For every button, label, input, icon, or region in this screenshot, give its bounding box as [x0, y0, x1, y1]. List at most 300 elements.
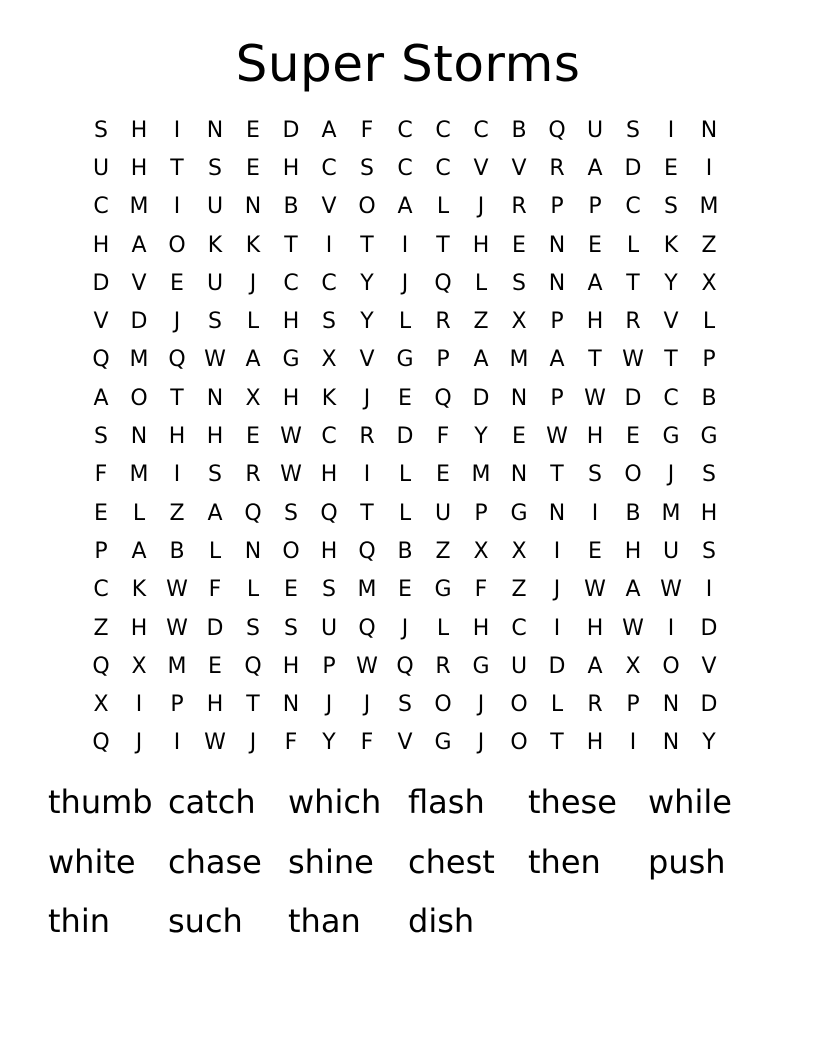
grid-letter: X: [473, 538, 489, 564]
grid-letter: N: [206, 385, 224, 411]
grid-letter: N: [244, 194, 262, 220]
grid-letter: S: [246, 615, 260, 641]
grid-letter: J: [401, 270, 409, 296]
grid-letter: W: [356, 653, 378, 679]
grid-letter: U: [206, 270, 224, 296]
grid-letter: C: [397, 155, 413, 181]
grid-letter: O: [358, 194, 376, 220]
grid-letter: H: [320, 462, 338, 488]
grid-letter: S: [322, 309, 336, 335]
grid-letter: H: [282, 653, 300, 679]
grid-letter: X: [701, 270, 717, 296]
grid-letter: C: [321, 424, 337, 450]
grid-letter: P: [550, 194, 564, 220]
word-list-item: catch: [168, 783, 256, 821]
grid-letter: G: [472, 653, 490, 679]
grid-letter: Q: [92, 347, 110, 373]
grid-letter: J: [477, 194, 485, 220]
grid-letter: S: [208, 155, 222, 181]
grid-letter: M: [129, 462, 149, 488]
grid-letter: L: [436, 194, 450, 220]
grid-letter: W: [546, 424, 568, 450]
letter-grid: [82, 111, 728, 762]
grid-letter: X: [131, 653, 147, 679]
grid-letter: U: [434, 500, 452, 526]
grid-letter: A: [473, 347, 489, 373]
grid-letter: E: [246, 117, 260, 143]
grid-letter: H: [92, 232, 110, 258]
grid-letter: J: [325, 692, 333, 718]
grid-letter: S: [322, 577, 336, 603]
grid-letter: X: [511, 538, 527, 564]
grid-letter: N: [662, 692, 680, 718]
grid-letter: V: [93, 309, 109, 335]
grid-letter: T: [284, 232, 298, 258]
grid-letter: H: [282, 309, 300, 335]
grid-letter: C: [511, 615, 527, 641]
grid-letter: N: [206, 117, 224, 143]
word-list-item: thin: [48, 902, 110, 940]
grid-letter: D: [396, 424, 414, 450]
grid-letter: N: [130, 424, 148, 450]
grid-letter: F: [474, 577, 488, 603]
grid-letter: G: [282, 347, 300, 373]
grid-letter: A: [397, 194, 413, 220]
grid-letter: W: [280, 462, 302, 488]
grid-letter: E: [208, 653, 222, 679]
grid-letter: M: [129, 347, 149, 373]
grid-letter: A: [321, 117, 337, 143]
grid-letter: M: [167, 653, 187, 679]
grid-letter: L: [398, 500, 412, 526]
grid-letter: I: [553, 615, 561, 641]
grid-letter: Z: [701, 232, 717, 258]
grid-letter: I: [705, 155, 713, 181]
grid-letter: M: [471, 462, 491, 488]
grid-letter: O: [168, 232, 186, 258]
grid-letter: T: [664, 347, 678, 373]
grid-letter: J: [553, 577, 561, 603]
word-list-item: flash: [408, 783, 485, 821]
grid-letter: O: [282, 538, 300, 564]
grid-letter: E: [284, 577, 298, 603]
grid-letter: Y: [360, 309, 374, 335]
grid-letter: P: [170, 692, 184, 718]
grid-letter: O: [434, 692, 452, 718]
grid-letter: V: [131, 270, 147, 296]
grid-letter: E: [664, 155, 678, 181]
grid-letter: G: [396, 347, 414, 373]
page-title: Super Storms: [235, 35, 581, 93]
grid-letter: C: [93, 194, 109, 220]
grid-letter: X: [245, 385, 261, 411]
grid-letter: L: [702, 309, 716, 335]
grid-letter: M: [699, 194, 719, 220]
grid-letter: S: [360, 155, 374, 181]
grid-letter: A: [587, 653, 603, 679]
grid-letter: C: [663, 385, 679, 411]
grid-letter: F: [436, 424, 450, 450]
grid-letter: P: [702, 347, 716, 373]
grid-letter: G: [700, 424, 718, 450]
grid-letter: U: [662, 538, 680, 564]
grid-letter: T: [436, 232, 450, 258]
grid-letter: B: [397, 538, 413, 564]
grid-letter: Z: [169, 500, 185, 526]
grid-letter: D: [624, 155, 642, 181]
grid-letter: I: [667, 615, 675, 641]
grid-letter: W: [204, 347, 226, 373]
grid-letter: E: [94, 500, 108, 526]
grid-letter: E: [398, 385, 412, 411]
grid-letter: C: [283, 270, 299, 296]
grid-letter: T: [170, 385, 184, 411]
grid-letter: K: [207, 232, 223, 258]
grid-letter: N: [244, 538, 262, 564]
grid-letter: O: [624, 462, 642, 488]
grid-letter: R: [435, 309, 451, 335]
grid-letter: I: [363, 462, 371, 488]
grid-letter: E: [626, 424, 640, 450]
grid-letter: Z: [93, 615, 109, 641]
grid-letter: N: [510, 462, 528, 488]
grid-letter: D: [548, 653, 566, 679]
grid-letter: G: [662, 424, 680, 450]
grid-letter: H: [130, 155, 148, 181]
grid-letter: H: [282, 385, 300, 411]
grid-letter: W: [622, 347, 644, 373]
grid-letter: Y: [702, 730, 716, 756]
grid-letter: Q: [358, 615, 376, 641]
grid-letter: P: [550, 385, 564, 411]
grid-letter: H: [586, 615, 604, 641]
grid-letter: S: [664, 194, 678, 220]
grid-letter: U: [92, 155, 110, 181]
grid-letter: P: [626, 692, 640, 718]
grid-letter: T: [626, 270, 640, 296]
grid-letter: R: [625, 309, 641, 335]
grid-letter: P: [322, 653, 336, 679]
grid-letter: A: [93, 385, 109, 411]
grid-letter: R: [549, 155, 565, 181]
grid-letter: V: [397, 730, 413, 756]
grid-letter: N: [700, 117, 718, 143]
grid-letter: E: [246, 155, 260, 181]
word-list-item: then: [528, 842, 601, 881]
grid-letter: O: [662, 653, 680, 679]
grid-letter: V: [663, 309, 679, 335]
word-list: [48, 773, 768, 952]
grid-letter: I: [325, 232, 333, 258]
grid-letter: W: [622, 615, 644, 641]
grid-letter: N: [548, 270, 566, 296]
word-list-item: chase: [168, 842, 262, 881]
grid-letter: V: [473, 155, 489, 181]
grid-letter: G: [434, 730, 452, 756]
grid-letter: C: [397, 117, 413, 143]
grid-letter: F: [360, 730, 374, 756]
grid-letter: W: [584, 577, 606, 603]
grid-letter: C: [321, 155, 337, 181]
grid-letter: E: [170, 270, 184, 296]
grid-letter: J: [667, 462, 675, 488]
grid-letter: X: [321, 347, 337, 373]
grid-letter: M: [509, 347, 529, 373]
word-list-item: chest: [408, 842, 495, 881]
grid-letter: H: [130, 615, 148, 641]
grid-letter: Q: [244, 653, 262, 679]
grid-letter: R: [587, 692, 603, 718]
grid-letter: W: [204, 730, 226, 756]
grid-letter: Y: [322, 730, 336, 756]
grid-letter: H: [586, 309, 604, 335]
grid-letter: R: [359, 424, 375, 450]
word-list-item: these: [528, 783, 617, 821]
grid-letter: A: [587, 155, 603, 181]
grid-letter: P: [588, 194, 602, 220]
grid-letter: T: [246, 692, 260, 718]
grid-letter: L: [436, 615, 450, 641]
word-list-item: dish: [408, 902, 475, 940]
grid-letter: B: [625, 500, 641, 526]
grid-letter: D: [130, 309, 148, 335]
grid-letter: C: [435, 155, 451, 181]
grid-letter: A: [549, 347, 565, 373]
grid-letter: I: [401, 232, 409, 258]
grid-letter: S: [208, 309, 222, 335]
grid-letter: O: [510, 730, 528, 756]
word-list-item: shine: [288, 842, 374, 881]
grid-letter: E: [588, 538, 602, 564]
grid-letter: J: [477, 730, 485, 756]
grid-letter: M: [661, 500, 681, 526]
grid-letter: N: [510, 385, 528, 411]
grid-letter: Q: [92, 653, 110, 679]
grid-letter: I: [629, 730, 637, 756]
grid-letter: E: [398, 577, 412, 603]
word-list-item: while: [648, 783, 732, 821]
grid-letter: I: [173, 117, 181, 143]
grid-letter: D: [624, 385, 642, 411]
grid-letter: H: [320, 538, 338, 564]
grid-letter: L: [208, 538, 222, 564]
grid-letter: S: [398, 692, 412, 718]
grid-letter: H: [624, 538, 642, 564]
grid-letter: S: [588, 462, 602, 488]
grid-letter: F: [208, 577, 222, 603]
grid-letter: D: [206, 615, 224, 641]
grid-letter: T: [550, 462, 564, 488]
grid-letter: R: [511, 194, 527, 220]
grid-letter: D: [282, 117, 300, 143]
grid-letter: V: [359, 347, 375, 373]
grid-letter: J: [249, 270, 257, 296]
grid-letter: W: [166, 615, 188, 641]
grid-letter: M: [129, 194, 149, 220]
grid-letter: L: [550, 692, 564, 718]
grid-letter: R: [245, 462, 261, 488]
grid-letter: U: [586, 117, 604, 143]
grid-letter: U: [320, 615, 338, 641]
grid-letter: W: [660, 577, 682, 603]
grid-letter: C: [625, 194, 641, 220]
grid-letter: G: [434, 577, 452, 603]
grid-letter: Q: [244, 500, 262, 526]
word-list-item: than: [288, 902, 361, 940]
grid-letter: Z: [511, 577, 527, 603]
grid-letter: L: [246, 309, 260, 335]
grid-letter: F: [94, 462, 108, 488]
grid-letter: T: [360, 500, 374, 526]
grid-letter: S: [512, 270, 526, 296]
grid-letter: Q: [434, 270, 452, 296]
grid-letter: D: [92, 270, 110, 296]
grid-letter: N: [662, 730, 680, 756]
grid-letter: H: [586, 730, 604, 756]
grid-letter: V: [511, 155, 527, 181]
grid-letter: K: [131, 577, 147, 603]
grid-letter: W: [280, 424, 302, 450]
grid-letter: A: [587, 270, 603, 296]
word-list-item: white: [48, 842, 136, 881]
grid-letter: A: [625, 577, 641, 603]
grid-letter: L: [246, 577, 260, 603]
grid-letter: A: [131, 538, 147, 564]
grid-letter: Q: [396, 653, 414, 679]
grid-letter: U: [510, 653, 528, 679]
grid-letter: S: [94, 117, 108, 143]
grid-letter: A: [207, 500, 223, 526]
grid-letter: S: [626, 117, 640, 143]
grid-letter: H: [168, 424, 186, 450]
grid-letter: U: [206, 194, 224, 220]
grid-letter: H: [472, 232, 490, 258]
grid-letter: N: [548, 232, 566, 258]
grid-letter: P: [436, 347, 450, 373]
grid-letter: X: [625, 653, 641, 679]
grid-letter: W: [584, 385, 606, 411]
grid-letter: E: [512, 232, 526, 258]
grid-letter: S: [94, 424, 108, 450]
grid-letter: H: [206, 424, 224, 450]
grid-letter: B: [511, 117, 527, 143]
word-list-item: thumb: [48, 783, 153, 821]
grid-letter: C: [435, 117, 451, 143]
grid-letter: L: [626, 232, 640, 258]
grid-letter: Y: [360, 270, 374, 296]
grid-letter: S: [702, 538, 716, 564]
grid-letter: C: [321, 270, 337, 296]
grid-letter: J: [477, 692, 485, 718]
grid-letter: B: [169, 538, 185, 564]
grid-letter: X: [511, 309, 527, 335]
grid-letter: X: [93, 692, 109, 718]
grid-letter: L: [398, 309, 412, 335]
grid-letter: J: [173, 309, 181, 335]
grid-letter: B: [283, 194, 299, 220]
grid-letter: Y: [664, 270, 678, 296]
grid-letter: O: [130, 385, 148, 411]
grid-letter: P: [94, 538, 108, 564]
grid-letter: E: [436, 462, 450, 488]
grid-letter: I: [173, 730, 181, 756]
grid-letter: J: [363, 385, 371, 411]
grid-letter: C: [93, 577, 109, 603]
grid-letter: P: [474, 500, 488, 526]
grid-letter: T: [170, 155, 184, 181]
grid-letter: G: [510, 500, 528, 526]
grid-letter: S: [208, 462, 222, 488]
grid-letter: Q: [320, 500, 338, 526]
grid-letter: J: [249, 730, 257, 756]
grid-letter: N: [282, 692, 300, 718]
grid-letter: I: [591, 500, 599, 526]
grid-letter: J: [401, 615, 409, 641]
grid-letter: S: [284, 615, 298, 641]
grid-letter: E: [512, 424, 526, 450]
grid-letter: H: [206, 692, 224, 718]
grid-letter: Q: [548, 117, 566, 143]
grid-letter: F: [284, 730, 298, 756]
grid-letter: I: [553, 538, 561, 564]
grid-letter: H: [586, 424, 604, 450]
grid-letter: Q: [92, 730, 110, 756]
grid-letter: R: [435, 653, 451, 679]
grid-letter: Y: [474, 424, 488, 450]
grid-letter: I: [667, 117, 675, 143]
grid-letter: O: [510, 692, 528, 718]
grid-letter: P: [550, 309, 564, 335]
grid-letter: E: [588, 232, 602, 258]
grid-letter: Q: [358, 538, 376, 564]
grid-letter: V: [701, 653, 717, 679]
grid-letter: I: [705, 577, 713, 603]
grid-letter: V: [321, 194, 337, 220]
grid-letter: K: [663, 232, 679, 258]
grid-letter: H: [282, 155, 300, 181]
grid-letter: C: [473, 117, 489, 143]
grid-letter: F: [360, 117, 374, 143]
grid-letter: K: [321, 385, 337, 411]
grid-letter: W: [166, 577, 188, 603]
grid-letter: H: [472, 615, 490, 641]
grid-letter: D: [472, 385, 490, 411]
grid-letter: L: [132, 500, 146, 526]
grid-letter: T: [588, 347, 602, 373]
grid-letter: Q: [168, 347, 186, 373]
word-list-item: push: [648, 842, 726, 881]
grid-letter: D: [700, 615, 718, 641]
grid-letter: K: [245, 232, 261, 258]
grid-letter: I: [173, 194, 181, 220]
grid-letter: Q: [434, 385, 452, 411]
grid-letter: L: [474, 270, 488, 296]
grid-letter: I: [173, 462, 181, 488]
grid-letter: Z: [435, 538, 451, 564]
grid-letter: J: [135, 730, 143, 756]
grid-letter: E: [246, 424, 260, 450]
grid-letter: N: [548, 500, 566, 526]
grid-letter: S: [284, 500, 298, 526]
word-list-item: such: [168, 902, 243, 940]
grid-letter: T: [360, 232, 374, 258]
grid-letter: I: [135, 692, 143, 718]
grid-letter: Z: [473, 309, 489, 335]
grid-letter: T: [550, 730, 564, 756]
grid-letter: L: [398, 462, 412, 488]
word-list-item: which: [288, 783, 382, 821]
grid-letter: A: [131, 232, 147, 258]
